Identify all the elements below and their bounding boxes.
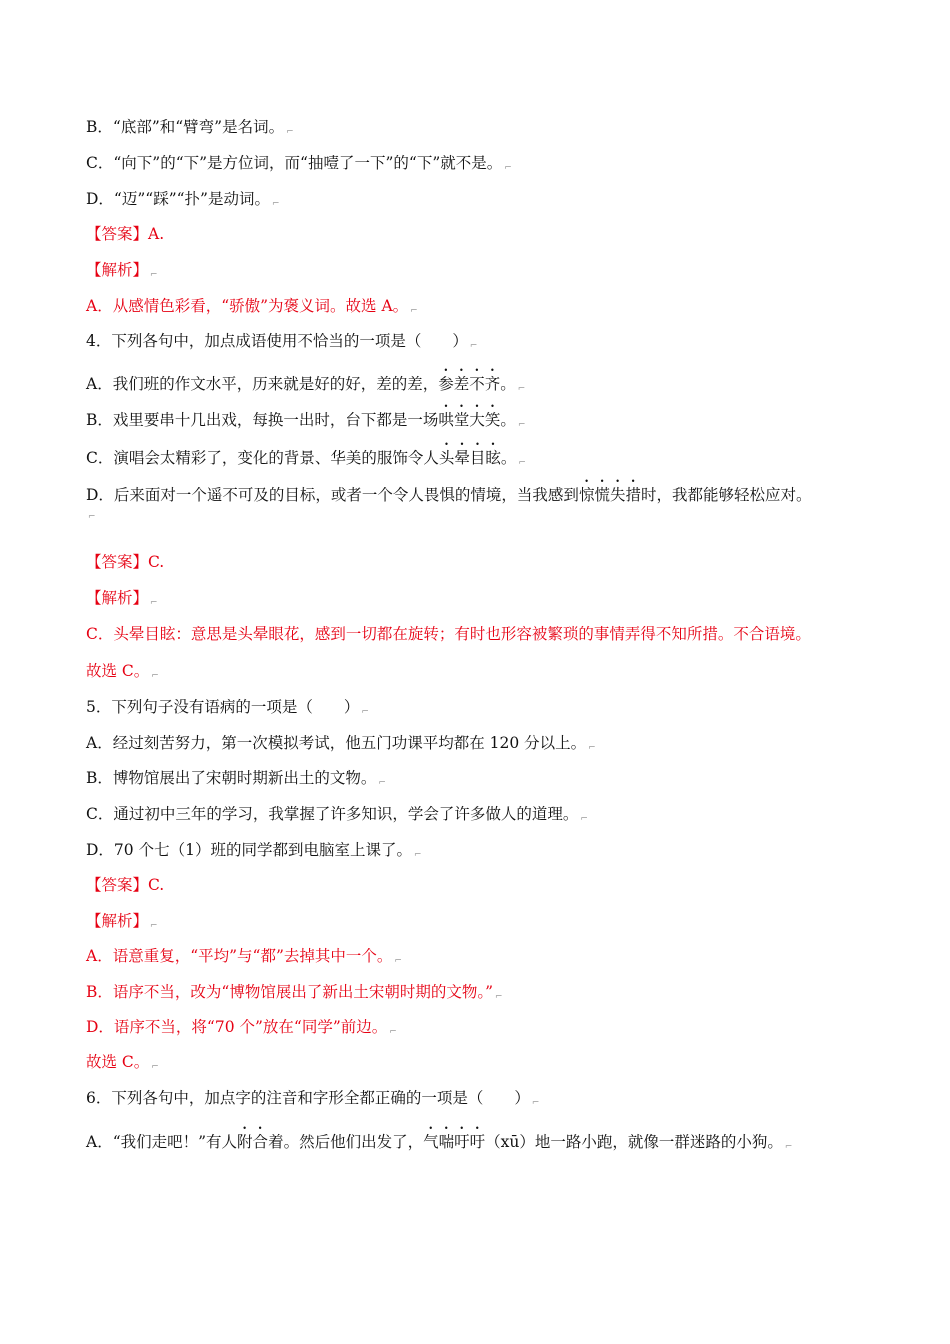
q4-answer: 【答案】C. bbox=[86, 553, 165, 571]
q4-option-d: D．后来面对一个遥不可及的目标，或者一个令人畏惧的情境，当我感到惊慌失措时，我都能够轻松应对。 bbox=[86, 486, 812, 504]
q5-option-d: D．70 个七（1）班的同学都到电脑室上课了。 ⌐ bbox=[86, 841, 422, 860]
q4-option-a-idiom: 参差不齐 bbox=[438, 375, 501, 393]
q4-option-c-idiom: 头晕目眩 bbox=[438, 449, 501, 467]
q4-option-a: A．我们班的作文水平，历来就是好的好，差的差，参差不齐。 ⌐ bbox=[86, 375, 526, 394]
q6-option-a-word2: 气喘吁吁 bbox=[423, 1133, 486, 1151]
q5-analysis-d: D．语序不当，将“70 个”放在“同学”前边。 ⌐ bbox=[86, 1018, 397, 1037]
q4-option-c: C．演唱会太精彩了，变化的背景、华美的服饰令人头晕目眩。 ⌐ bbox=[86, 449, 526, 468]
q6-option-a-word1: 附合 bbox=[237, 1133, 269, 1151]
q3-option-c: C．“向下”的“下”是方位词，而“抽噎了一下”的“下”就不是。 ⌐ bbox=[86, 154, 512, 173]
q5-conclusion: 故选 C。 ⌐ bbox=[86, 1053, 159, 1072]
q5-analysis-label: 【解析】 ⌐ bbox=[86, 912, 158, 931]
q5-option-b: B．博物馆展出了宋朝时期新出土的文物。 ⌐ bbox=[86, 769, 386, 788]
q3-analysis: A．从感情色彩看，“骄傲”为褒义词。故选 A。 ⌐ bbox=[86, 297, 418, 316]
q5-analysis-b: B．语序不当，改为“博物馆展出了新出土宋朝时期的文物。” ⌐ bbox=[86, 983, 503, 1002]
q4-option-b-idiom: 哄堂大笑 bbox=[438, 411, 501, 429]
q3-analysis-label: 【解析】 ⌐ bbox=[86, 261, 158, 280]
q4-conclusion: 故选 C。 ⌐ bbox=[86, 662, 159, 681]
q4-analysis-label: 【解析】 ⌐ bbox=[86, 589, 158, 608]
q6-stem: 6．下列各句中，加点字的注音和字形全都正确的一项是（ ） ⌐ bbox=[86, 1089, 540, 1108]
q4-option-d-mark: ⌐ bbox=[88, 512, 96, 522]
q5-option-a: A．经过刻苦努力，第一次模拟考试，他五门功课平均都在 120 分以上。 ⌐ bbox=[86, 734, 596, 753]
q3-answer: 【答案】A. bbox=[86, 225, 165, 243]
q4-analysis: C．头晕目眩：意思是头晕眼花，感到一切都在旋转；有时也形容被繁琐的事情弄得不知所措。不合语境。 bbox=[86, 625, 811, 643]
q3-option-d: D．“迈”“踩”“扑”是动词。 ⌐ bbox=[86, 190, 280, 209]
q4-option-d-idiom: 惊慌失措 bbox=[578, 486, 641, 504]
q3-option-b: B．“底部”和“臂弯”是名词。 ⌐ bbox=[86, 118, 294, 137]
q6-option-a: A．“我们走吧！”有人附合着。然后他们出发了，气喘吁吁（xū）地一路小跑，就像一群迷路的小狗。 ⌐ bbox=[86, 1133, 793, 1152]
q5-option-c: C．通过初中三年的学习，我掌握了许多知识，学会了许多做人的道理。 ⌐ bbox=[86, 805, 588, 824]
q4-stem: 4．下列各句中，加点成语使用不恰当的一项是（ ） ⌐ bbox=[86, 332, 478, 351]
q5-stem: 5．下列句子没有语病的一项是（ ） ⌐ bbox=[86, 698, 369, 717]
q5-analysis-a: A．语意重复，“平均”与“都”去掉其中一个。 ⌐ bbox=[86, 947, 402, 966]
q4-option-b: B．戏里要串十几出戏，每换一出时，台下都是一场哄堂大笑。 ⌐ bbox=[86, 411, 526, 430]
q5-answer: 【答案】C. bbox=[86, 876, 165, 894]
